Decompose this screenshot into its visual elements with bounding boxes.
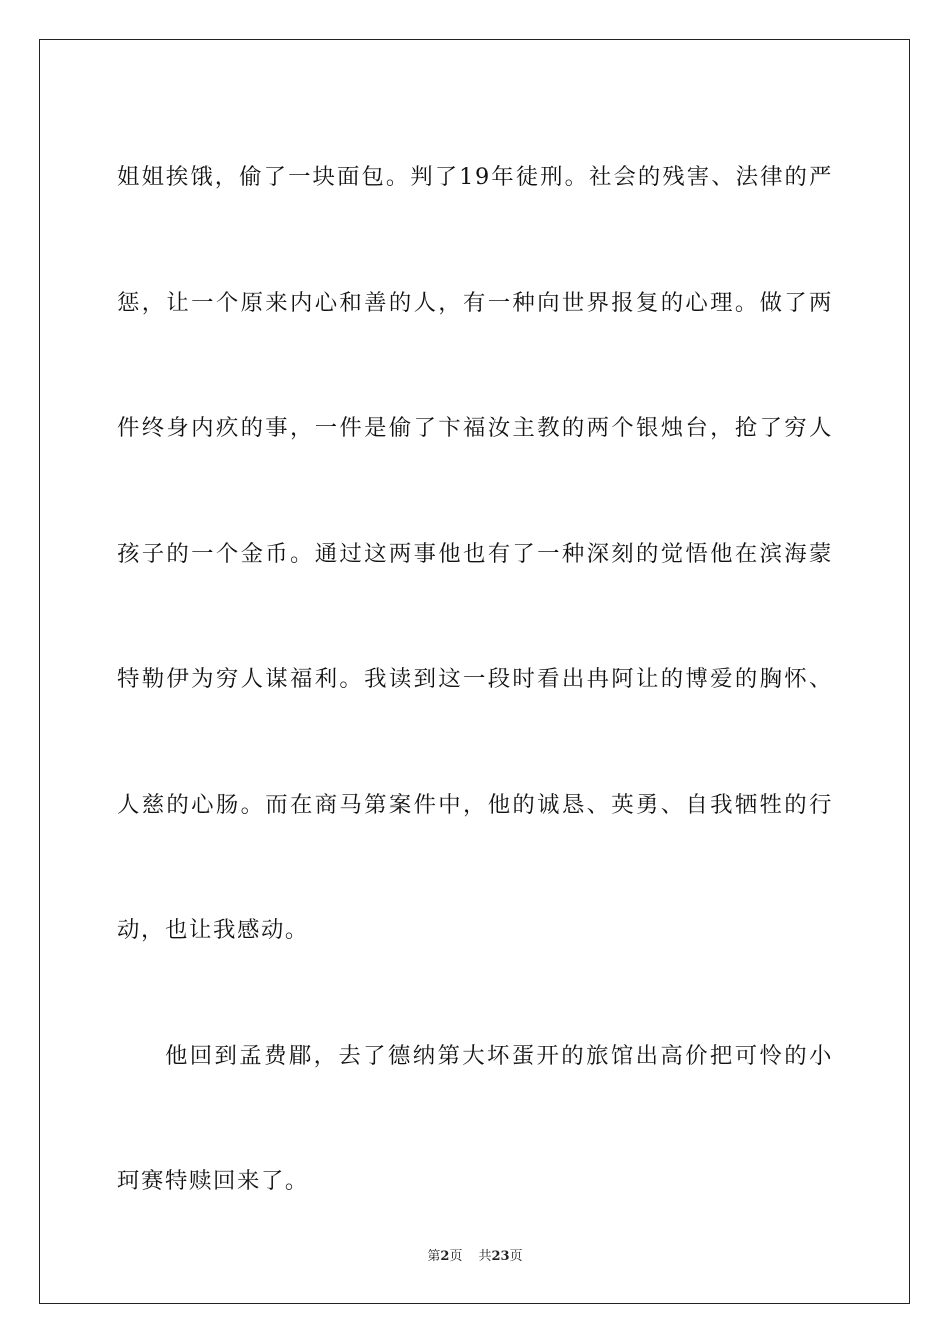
total-prefix: 共 — [478, 1249, 492, 1264]
document-body — [117, 115, 833, 1245]
paragraph-2: 他回到孟费郿，去了德纳第大坏蛋开的旅馆出高价把可怜的小珂赛特赎回来了。 — [117, 1042, 833, 1194]
page-footer — [0, 1245, 950, 1264]
total-page-count: 23 — [491, 1249, 510, 1264]
total-suffix: 页 — [509, 1249, 523, 1264]
current-page-number: 2 — [440, 1249, 450, 1264]
page-suffix: 页 — [449, 1249, 463, 1264]
paragraph-1: 姐姐挨饿，偷了一块面包。判了19年徒刑。社会的残害、法律的严惩，让一个原来内心和善的人，有一种向世界报复的心理。做了两件终身内疚的事，一件是偷了卞福汝主教的两个银烛台，抢了穷人孩子的一个金币。通过这两事他也有了一种深刻的觉悟他在滨海蒙特勒伊为穷人谋福利。我读到这一段时看出冉阿让的博爱的胸怀、人慈的心肠。而在商马第案件中，他的诚恳、英勇、自我牺牲的行动，也让我感动。 — [117, 164, 833, 943]
page-prefix: 第 — [427, 1249, 441, 1264]
